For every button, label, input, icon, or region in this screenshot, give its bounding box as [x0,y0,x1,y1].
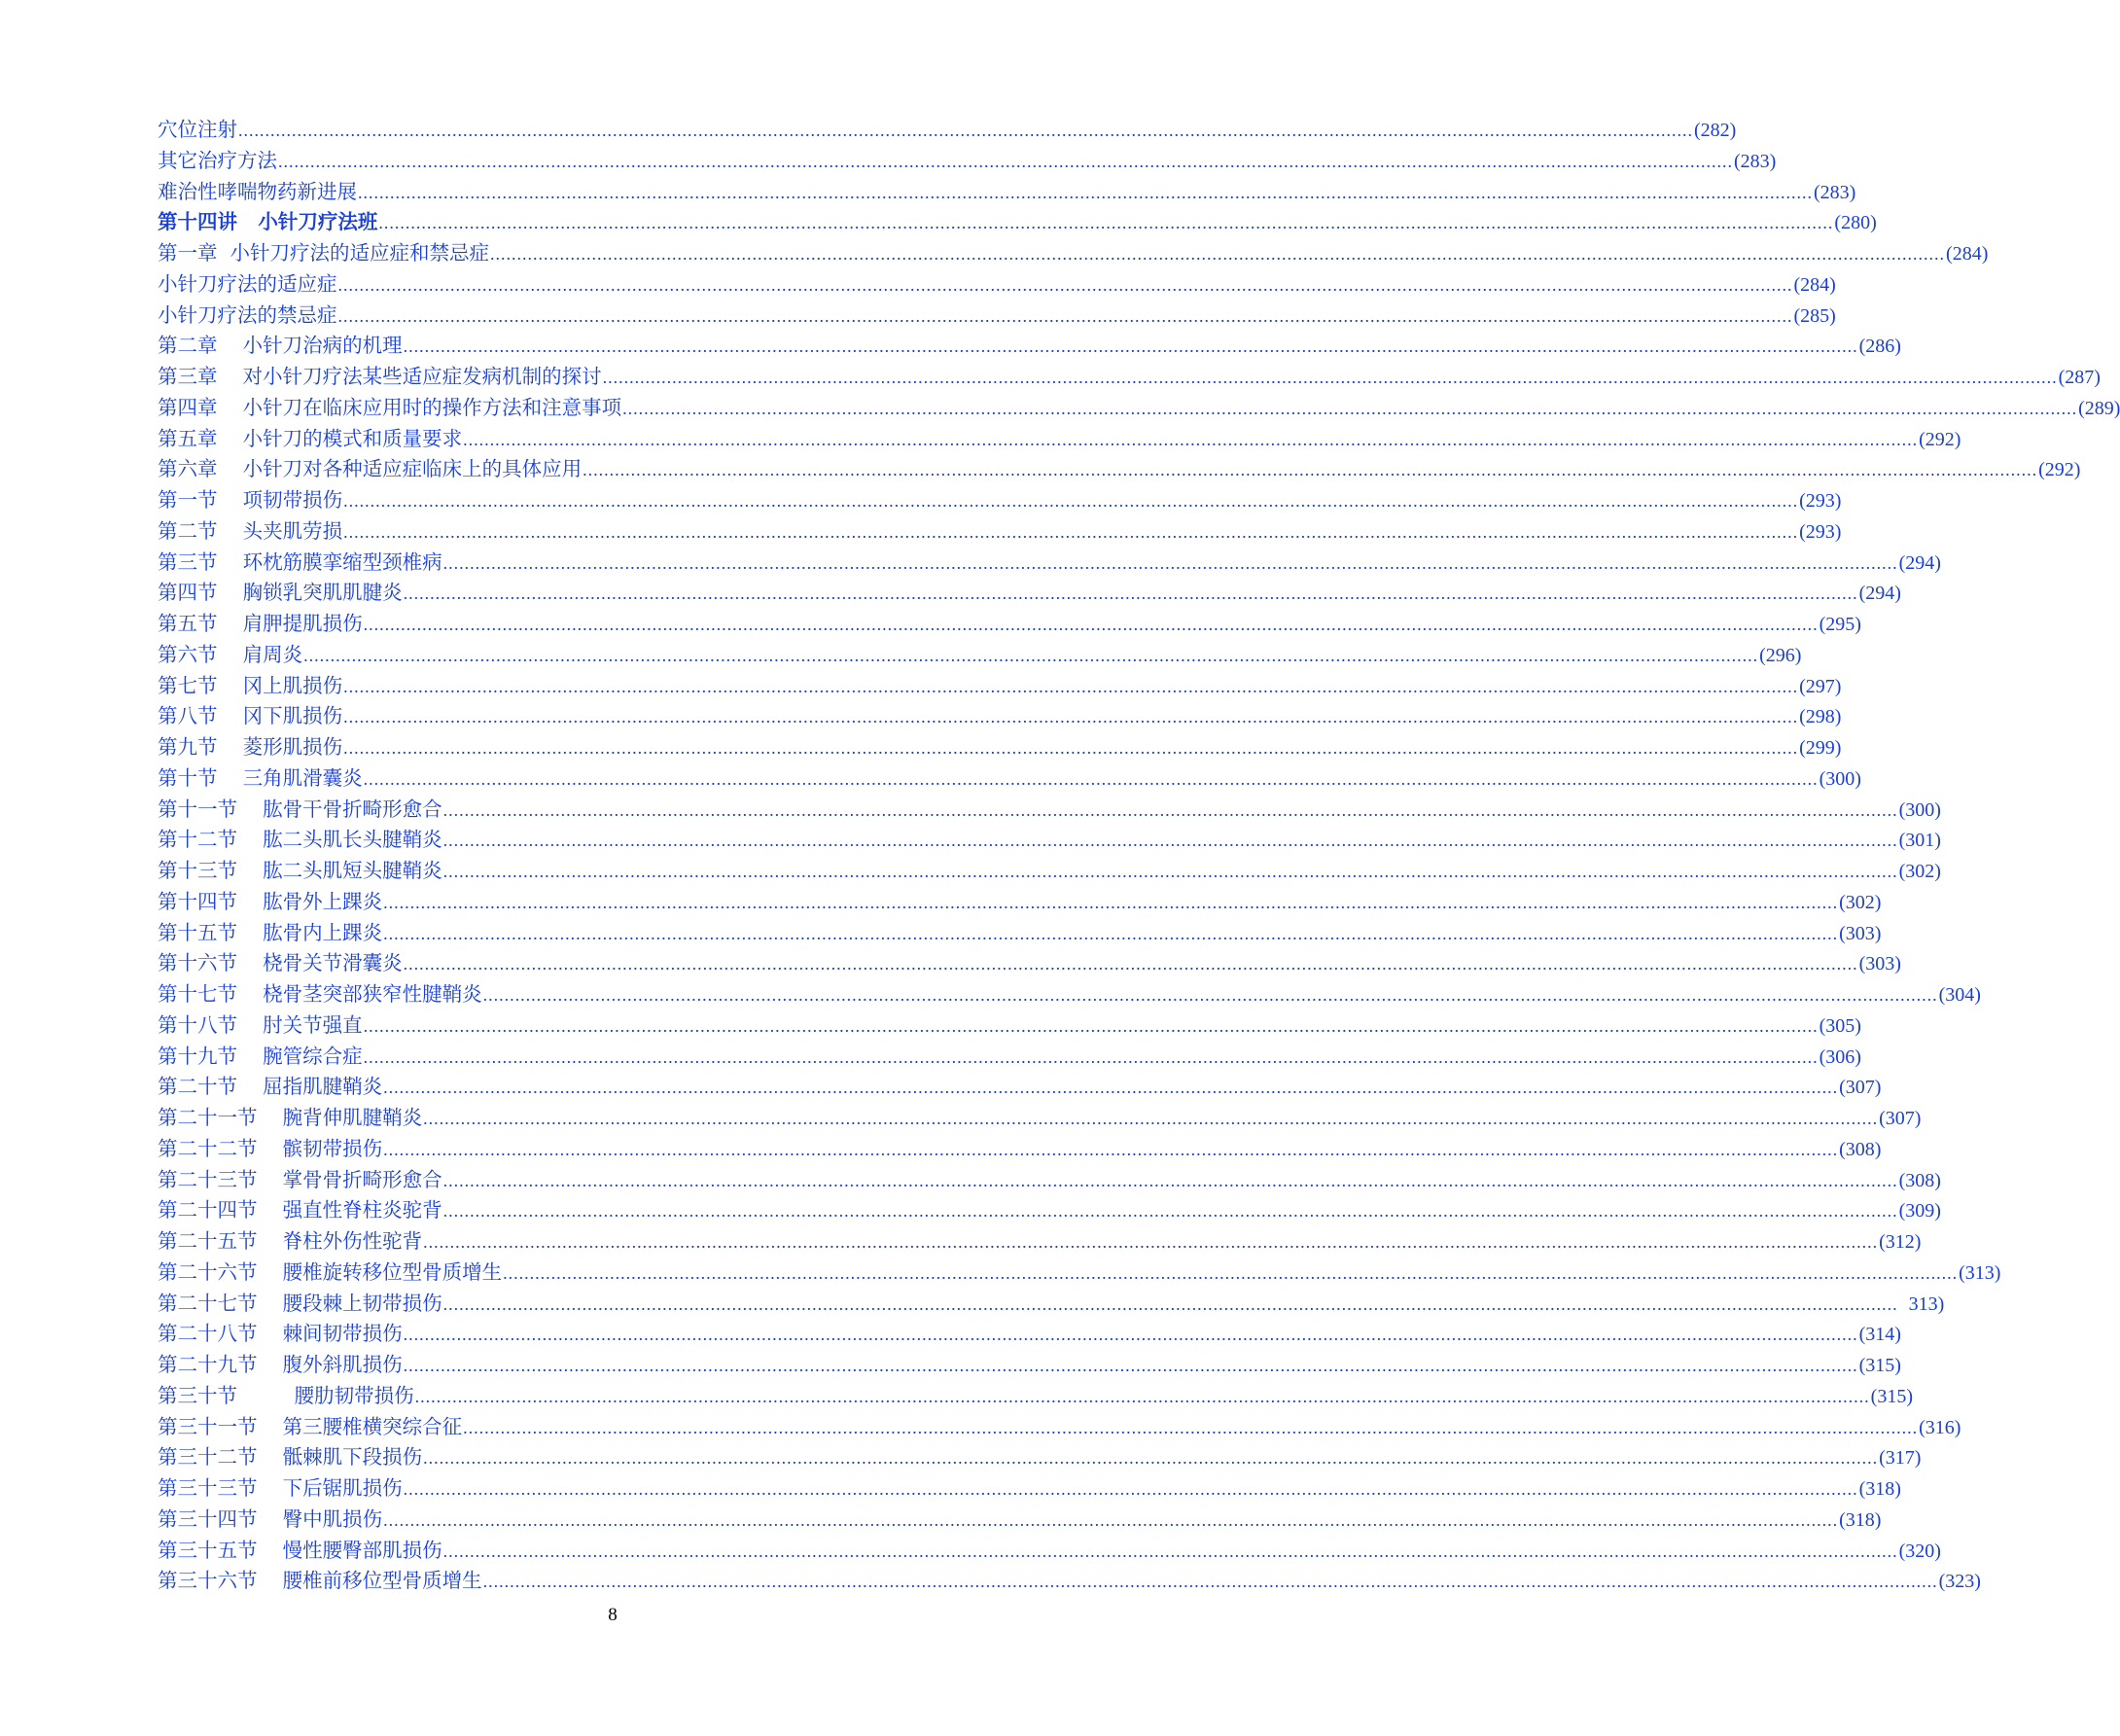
dot-leader [462,1413,1919,1444]
toc-entry[interactable] [158,1381,1913,1412]
toc-entry-page: (313) [1959,1261,2001,1284]
toc-entry[interactable] [158,1412,1961,1443]
toc-entry-page: (318) [1858,1478,1901,1500]
toc-entry-label: 第一章 小针刀疗法的适应症和禁忌症 [158,241,490,265]
toc-entry-label: 第三章 对小针刀疗法某些适应症发病机制的探讨 [158,365,602,388]
toc-entry[interactable] [158,1536,1941,1567]
dot-leader [602,363,2059,394]
toc-entry[interactable] [158,1566,1981,1597]
dot-leader [403,949,1859,980]
toc-entry-page: (307) [1839,1077,1882,1099]
dot-leader [403,1474,1859,1506]
dot-leader [382,919,1839,950]
toc-entry[interactable] [158,1103,1922,1134]
toc-entry-page: (287) [2058,367,2101,388]
toc-entry[interactable] [158,177,1856,208]
toc-entry-page: (318) [1839,1508,1882,1531]
toc-entry-label: 第十三节 肱二头肌短头腱鞘炎 [158,859,442,882]
toc-entry-page: (298) [1799,706,1842,728]
dot-leader [442,549,1899,580]
toc-entry[interactable] [158,516,1842,548]
toc-entry[interactable] [158,825,1941,856]
dot-leader [342,702,1799,733]
toc-entry-page: (294) [1858,583,1901,605]
toc-entry-label: 第十二节 肱二头肌长头腱鞘炎 [158,828,442,852]
toc-entry-page: (307) [1879,1108,1922,1129]
toc-entry[interactable] [158,115,1737,146]
dot-leader [382,1506,1839,1537]
toc-entry[interactable] [158,454,2081,485]
dot-leader [422,1443,1879,1474]
toc-entry[interactable] [158,887,1882,918]
toc-entry-label: 第十四节 肱骨外上踝炎 [158,889,383,913]
toc-entry-label: 第二十一节 腕背伸肌腱鞘炎 [158,1106,423,1129]
toc-entry-page: (289) [2078,397,2120,419]
dot-leader [363,764,1820,796]
toc-entry[interactable] [158,269,1836,301]
toc-entry-page: (296) [1759,644,1802,666]
toc-entry-label: 小针刀疗法的禁忌症 [158,302,337,327]
table-of-contents [158,115,2120,1597]
toc-entry-label: 第十一节 肱骨干骨折畸形愈合 [158,797,442,821]
toc-entry-label: 第四节 胸锁乳突肌肌腱炎 [158,581,403,605]
toc-entry-label: 第十九节 腕管综合症 [158,1044,363,1068]
dot-leader [442,1537,1899,1568]
toc-entry[interactable] [158,701,1842,732]
toc-entry-page: (282) [1694,120,1737,141]
toc-entry-page: (283) [1734,150,1777,172]
toc-entry-label: 第二章 小针刀治病的机理 [158,334,403,358]
toc-entry[interactable] [158,856,1941,887]
dot-leader [482,980,1939,1011]
dot-leader [442,826,1899,857]
toc-entry-label: 第八节 冈下肌损伤 [158,704,343,728]
toc-entry-label: 第一节 项韧带损伤 [158,488,343,512]
toc-entry-label: 第五节 肩胛提肌损伤 [158,612,363,635]
toc-entry-label: 第三十二节 骶棘肌下段损伤 [158,1445,423,1470]
toc-entry-label: 第五章 小针刀的模式和质量要求 [158,426,463,450]
dot-leader [237,116,1694,147]
toc-entry[interactable] [158,301,1836,332]
toc-entry-label: 难治性哮喘物药新进展 [158,179,357,203]
toc-entry-label: 第二十八节 棘间韧带损伤 [158,1322,403,1346]
dot-leader [337,270,1794,301]
toc-entry-label: 第二十六节 腰椎旋转移位型骨质增生 [158,1259,503,1284]
toc-entry[interactable] [158,671,1842,702]
dot-leader [403,579,1859,610]
toc-entry[interactable] [158,763,1861,795]
toc-entry-page: (304) [1938,984,1981,1006]
toc-entry-page: (295) [1819,614,1861,635]
dot-leader [442,796,1899,827]
toc-entry-page: (300) [1819,767,1861,790]
toc-entry[interactable] [158,548,1941,579]
toc-entry-page: (299) [1799,737,1842,759]
toc-entry-page: (315) [1870,1385,1913,1407]
dot-leader [442,1290,1899,1321]
dot-leader [342,672,1799,703]
toc-entry-page: (284) [1946,243,1989,265]
toc-entry-label: 第二十二节 髌韧带损伤 [158,1136,383,1160]
toc-entry[interactable] [158,1042,1861,1073]
toc-entry-page: (285) [1793,304,1836,327]
toc-entry-page: 313) [1908,1293,1945,1315]
dot-leader [342,517,1799,549]
toc-entry-label: 第四章 小针刀在临床应用时的操作方法和注意事项 [158,395,622,419]
toc-entry[interactable] [158,1072,1882,1103]
toc-entry-page: (283) [1814,181,1856,203]
dot-leader [357,178,1814,209]
dot-leader [403,1351,1859,1382]
toc-entry[interactable] [158,1350,1901,1381]
dot-leader [621,394,2078,425]
toc-entry-label: 第三十五节 慢性腰臀部肌损伤 [158,1538,442,1562]
toc-entry-page: (323) [1938,1571,1981,1593]
toc-entry-label: 第十七节 桡骨茎突部狭窄性腱鞘炎 [158,982,482,1006]
dot-leader [502,1258,1959,1290]
toc-entry-label: 第七节 冈上肌损伤 [158,673,343,697]
dot-leader [442,1196,1899,1227]
dot-leader [382,1135,1839,1166]
dot-leader [342,733,1799,764]
toc-entry-page: (280) [1834,212,1877,234]
toc-entry[interactable] [158,1289,1945,1320]
toc-entry-page: (302) [1839,891,1882,913]
toc-entry[interactable] [158,1165,1941,1196]
toc-entry[interactable] [158,1473,1901,1505]
toc-entry-label: 第二十九节 腹外斜肌损伤 [158,1353,403,1376]
toc-entry-page: (303) [1858,953,1901,975]
toc-entry[interactable] [158,362,2101,393]
toc-entry-label: 第三十六节 腰椎前移位型骨质增生 [158,1569,482,1593]
toc-entry[interactable] [158,1258,2001,1289]
dot-leader [382,1073,1839,1104]
dot-leader [414,1382,1871,1413]
toc-entry[interactable] [158,1134,1882,1165]
dot-leader [302,641,1759,672]
toc-entry[interactable] [158,979,1981,1010]
toc-entry[interactable] [158,918,1882,949]
toc-entry-label: 第十六节 桡骨关节滑囊炎 [158,951,403,975]
toc-entry-page: (314) [1858,1324,1901,1346]
toc-entry-page: (297) [1799,675,1842,697]
toc-entry[interactable] [158,424,1961,455]
toc-entry-label: 第三节 环枕筋膜挛缩型颈椎病 [158,549,442,574]
dot-leader [277,147,1734,178]
toc-entry-page: (292) [2038,459,2081,481]
toc-entry-page: (293) [1799,520,1842,543]
toc-entry-label: 第六章 小针刀对各种适应症临床上的具体应用 [158,457,583,481]
toc-entry[interactable] [158,331,1901,362]
toc-entry-label: 第二十四节 强直性脊柱炎驼背 [158,1198,442,1222]
toc-entry-page: (305) [1819,1014,1861,1037]
toc-entry-label: 穴位注射 [158,118,237,141]
toc-entry-label: 第十五节 肱骨内上踝炎 [158,920,383,944]
toc-entry-page: (312) [1879,1231,1922,1253]
toc-entry[interactable] [158,1195,1941,1226]
toc-entry-page: (306) [1819,1045,1861,1068]
toc-entry-label: 第三十四节 臀中肌损伤 [158,1506,383,1531]
toc-entry[interactable] [158,1505,1882,1536]
toc-entry[interactable] [158,393,2120,424]
toc-entry-page: (320) [1898,1540,1941,1562]
dot-leader [482,1567,1939,1598]
dot-leader [582,455,2038,486]
dot-leader [442,857,1899,888]
dot-leader [377,208,1834,239]
toc-entry-label: 第六节 肩周炎 [158,642,303,666]
toc-entry[interactable] [158,207,1877,238]
toc-entry-label: 第二十三节 掌骨骨折畸形愈合 [158,1167,442,1191]
toc-entry-label: 第十八节 肘关节强直 [158,1012,363,1037]
toc-entry[interactable] [158,1319,1901,1350]
dot-leader [422,1104,1879,1135]
toc-entry-label: 第三十三节 下后锯肌损伤 [158,1476,403,1500]
dot-leader [363,1011,1820,1043]
toc-entry-label: 第二十节 屈指肌腱鞘炎 [158,1075,383,1099]
dot-leader [337,301,1794,333]
toc-entry-label: 小针刀疗法的适应症 [158,271,337,296]
toc-entry-label: 第二节 头夹肌劳损 [158,518,343,543]
toc-entry-page: (309) [1898,1200,1941,1222]
toc-entry-page: (301) [1898,830,1941,852]
dot-leader [442,1166,1899,1197]
toc-entry[interactable] [158,795,1941,826]
toc-entry-page: (315) [1858,1355,1901,1376]
toc-entry-label: 第三十节 腰肋韧带损伤 [158,1383,414,1407]
toc-entry-page: (317) [1879,1447,1922,1470]
toc-entry-page: (284) [1793,273,1836,296]
dot-leader [342,486,1799,517]
dot-leader [403,1320,1859,1351]
toc-entry-page: (303) [1839,922,1882,944]
toc-entry-label: 其它治疗方法 [158,148,277,172]
toc-entry-label: 第二十五节 脊柱外伤性驼背 [158,1229,423,1253]
toc-entry-label: 第三十一节 第三腰椎横突综合征 [158,1414,463,1438]
toc-entry-page: (308) [1898,1169,1941,1191]
toc-entry-page: (316) [1919,1416,1961,1438]
toc-entry[interactable] [158,485,1842,516]
toc-entry[interactable] [158,1010,1861,1042]
dot-leader [462,425,1919,456]
toc-entry-page: (293) [1799,490,1842,512]
dot-leader [382,888,1839,919]
toc-entry-label: 第十节 三角肌滑囊炎 [158,765,363,790]
toc-entry[interactable] [158,609,1861,640]
toc-entry[interactable] [158,948,1901,979]
toc-entry[interactable] [158,1226,1922,1258]
toc-entry[interactable] [158,238,1989,269]
toc-entry-page: (294) [1898,551,1941,574]
toc-entry-page: (302) [1898,861,1941,882]
toc-entry-label: 第九节 菱形肌损伤 [158,735,343,759]
toc-entry-label: 第二十七节 腰段棘上韧带损伤 [158,1291,442,1315]
toc-entry-page: (300) [1898,798,1941,821]
dot-leader [403,332,1859,363]
toc-entry[interactable] [158,578,1901,609]
toc-entry[interactable] [158,1442,1922,1473]
toc-entry[interactable] [158,640,1802,671]
dot-leader [422,1227,1879,1258]
page-number: 8 [608,1605,618,1625]
toc-entry-label: 第十四讲 小针刀疗法班 [158,210,378,234]
dot-leader [363,610,1820,641]
toc-entry-page: (292) [1919,428,1961,450]
toc-entry-page: (308) [1839,1138,1882,1160]
toc-entry-page: (286) [1858,336,1901,358]
dot-leader [363,1043,1820,1074]
toc-entry[interactable] [158,146,1777,177]
dot-leader [489,239,1946,270]
toc-entry[interactable] [158,732,1842,763]
